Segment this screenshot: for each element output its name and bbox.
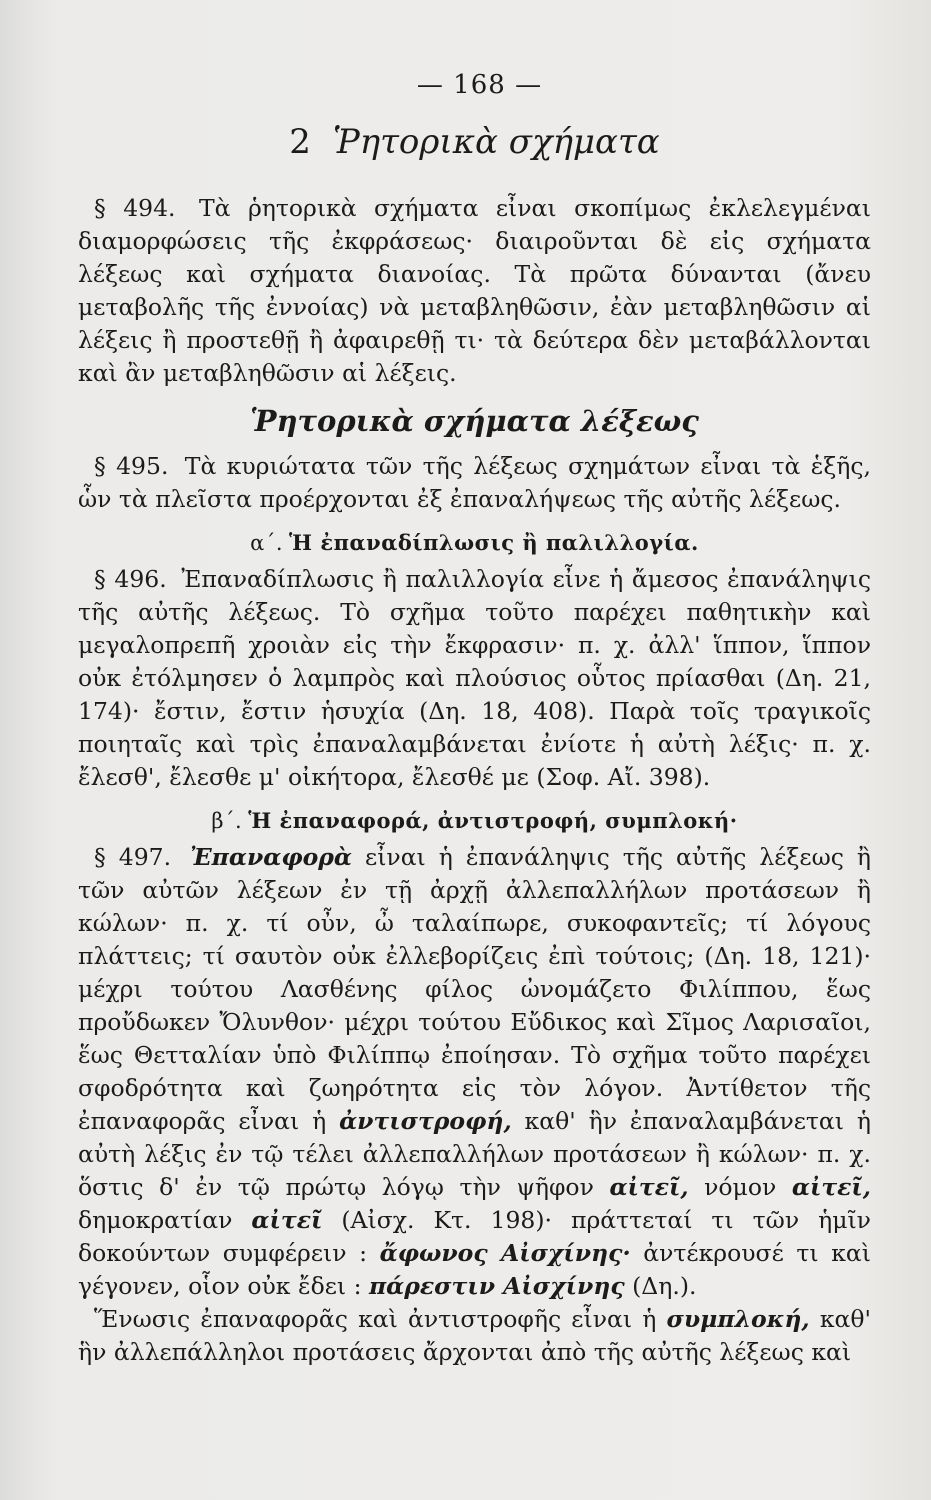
paragraph-symploke xyxy=(78,1303,871,1369)
paragraph-494 xyxy=(78,192,871,390)
subheading-title: Ἡ ἐπαναφορά, ἀντιστροφή, συμπλοκή· xyxy=(248,808,738,833)
paragraph-text: καθ' ἣν ἐπαναλαμβάνεται ἡ αὐτὴ λέξις ἐν τῷ τέλει ἀλλεπαλλήλων προτάσεων ἢ κώλων· π. χ. ὅστις δ' ἐν τῷ πρώτῳ λόγῳ τὴν ψῆφον xyxy=(78,1107,871,1201)
term-antistrophe: ἀντιστροφή, xyxy=(339,1107,512,1135)
subheading-title: Ἡ ἐπαναδίπλωσις ἢ παλιλλογία. xyxy=(289,530,699,555)
emphasis-word: αἰτεῖ xyxy=(251,1206,323,1234)
paragraph-text: Τὰ ῥητορικὰ σχήματα εἶναι σκοπίμως ἐκλελεγμέναι διαμορφώσεις τῆς ἐκφράσεως· διαιροῦνται δὲ εἰς σχήματα λέξεως καὶ σχήματα διανοίας. Τὰ πρῶτα δύνανται (ἄνευ μεταβολῆς τῆς ἐννοίας) νὰ μεταβληθῶσιν, ἐὰν μεταβληθῶσιν αἱ λέξεις ἢ προστεθῇ ἢ ἀφαιρεθῇ τι· τὰ δεύτερα δὲν μεταβάλλονται καὶ ἂν μεταβληθῶσιν αἱ λέξεις. xyxy=(78,194,871,387)
paragraph-495 xyxy=(78,450,871,516)
section-number: § 496. xyxy=(94,565,167,593)
emphasis-phrase: πάρεστιν Αἰσχίνης xyxy=(368,1272,625,1300)
subheading-epanaphora xyxy=(78,808,871,833)
chapter-heading xyxy=(78,122,871,162)
subheading-label: α΄. xyxy=(250,531,284,555)
section-number: § 497. xyxy=(94,843,172,871)
subheading-label: β΄. xyxy=(211,809,243,833)
paragraph-text: (Δη.). xyxy=(632,1272,697,1300)
paragraph-text: καθ' ἣν ἀλλεπάλληλοι προτάσεις ἄρχονται ἀπὸ τῆς αὐτῆς λέξεως καὶ xyxy=(78,1305,871,1366)
emphasis-word: αἰτεῖ, xyxy=(609,1173,689,1201)
subheading-figures-of-speech: Ῥητορικὰ σχήματα λέξεως xyxy=(250,404,699,438)
emphasis-phrase: ἄφωνος Αἰσχίνης· xyxy=(379,1239,631,1267)
paragraph-text: Ἐπαναδίπλωσις ἢ παλιλλογία εἶνε ἡ ἄμεσος ἐπανάληψις τῆς αὐτῆς λέξεως. Τὸ σχῆμα τοῦτο παρέχει παθητικὴν καὶ μεγαλοπρεπῆ χροιὰν εἰς τὴν ἔκφρασιν· π. χ. ἀλλ' ἵππον, ἵππον οὐκ ἐτόλμησεν ὁ λαμπρὸς καὶ πλούσιος οὗτος πρίασθαι (Δη. 21, 174)· ἔστιν, ἔστιν ἡσυχία (Δη. 18, 408). Παρὰ τοῖς τραγικοῖς ποιηταῖς καὶ τρὶς ἐπαναλαμβάνεται ἐνίοτε ἡ αὐτὴ λέξις· π. χ. ἔλεσθ', ἔλεσθε μ' οἰκήτορα, ἔλεσθέ με (Σοφ. Αἴ. 398). xyxy=(78,565,871,791)
subheading-epanadiplosis xyxy=(78,530,871,555)
paragraph-text: Ἕνωσις ἐπαναφορᾶς καὶ ἀντιστροφῆς εἶναι ἡ xyxy=(94,1305,657,1333)
paragraph-text: νόμον xyxy=(704,1173,777,1201)
paragraph-text: (Αἰσχ. Κτ. 198)· πράττεταί τι τῶν ἡμῖν δοκούντων συμφέρειν : xyxy=(78,1206,871,1267)
chapter-number: 2 xyxy=(289,122,311,162)
page-number: — 168 — xyxy=(416,70,543,100)
term-epanaphora: Ἐπαναφορὰ xyxy=(190,843,352,871)
chapter-title: Ῥητορικὰ σχήματα xyxy=(332,122,660,162)
paragraph-text: εἶναι ἡ ἐπανάληψις τῆς αὐτῆς λέξεως ἢ τῶν αὐτῶν λέξεων ἐν τῇ ἀρχῇ ἀλλεπαλλήλων προτάσεων ἢ κώλων· π. χ. τί οὖν, ὦ ταλαίπωρε, συκοφαντεῖς; τί λόγους πλάττεις; τί σαυτὸν οὐκ ἐλλεβορίζεις ἐπὶ τούτοις; (Δη. 18, 121)· μέχρι τούτου Λασθένης φίλος ὠνομάζετο Φιλίππου, ἕως προὔδωκεν Ὄλυνθον· μέχρι τούτου Εὔδικος καὶ Σῖμος Λαρισαῖοι, ἕως Θετταλίαν ὑπὸ Φιλίππῳ ἐποίησαν. Τὸ σχῆμα τοῦτο παρέχει σφοδρότητα καὶ ζωηρότητα εἰς τὸν λόγον. Ἀντίθετον τῆς ἐπαναφορᾶς εἶναι ἡ xyxy=(78,843,871,1135)
paragraph-text: ἀντέκρουσέ τι καὶ γέγονεν, οἷον οὐκ ἔδει : xyxy=(78,1239,871,1300)
paragraph-496 xyxy=(78,563,871,794)
section-number: § 495. xyxy=(94,452,169,480)
emphasis-word: αἰτεῖ, xyxy=(791,1173,871,1201)
paragraph-text: δημοκρατίαν xyxy=(78,1206,233,1234)
term-symploke: συμπλοκή, xyxy=(666,1305,810,1333)
section-number: § 494. xyxy=(94,194,176,222)
paragraph-text: Τὰ κυριώτατα τῶν τῆς λέξεως σχημάτων εἶναι τὰ ἑξῆς, ὧν τὰ πλεῖστα προέρχονται ἐξ ἐπαναλήψεως τῆς αὐτῆς λέξεως. xyxy=(78,452,871,513)
paragraph-497 xyxy=(78,841,871,1303)
